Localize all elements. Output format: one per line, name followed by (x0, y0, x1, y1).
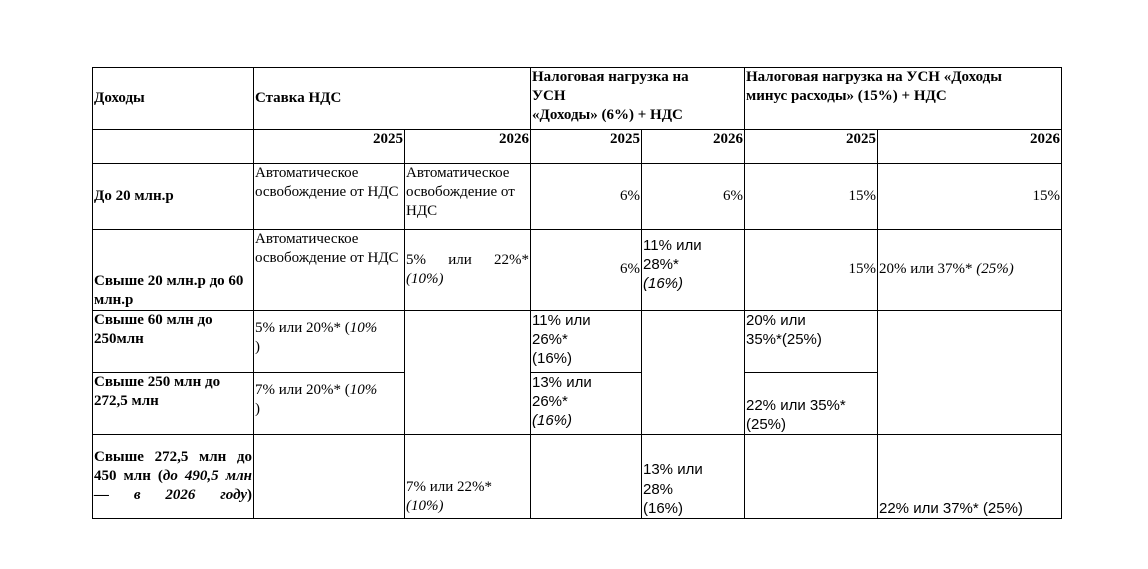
usn-income-2025-empty-cell (531, 435, 642, 519)
header-usn-expense: Налоговая нагрузка на УСН «Доходы минус расходы» (15%) + НДС (745, 68, 1062, 130)
year-vat-2025: 2025 (254, 130, 405, 164)
year-vat-2026: 2026 (405, 130, 531, 164)
row-label-272m-450m: Свыше 272,5 млн до 450 млн (до 490,5 млн — в 2026 году) (93, 435, 254, 519)
table-row (93, 164, 1062, 230)
years-row (93, 130, 1062, 164)
vat-2025-cell: 5% или 20%* (10% ) (254, 311, 405, 373)
years-blank-cell (93, 130, 254, 164)
header-vat-rate: Ставка НДС (254, 68, 531, 130)
usn-income-2026-merged-cell (642, 311, 745, 435)
usn-expense-2025-cell: 15% (745, 230, 878, 311)
usn-expense-2026-cell: 20% или 37%* (25%) (878, 230, 1062, 311)
table-row (93, 435, 1062, 519)
row-label-60m-250m: Свыше 60 млн до 250млн (93, 311, 254, 373)
header-income: Доходы (93, 68, 254, 130)
vat-2025-cell: Автоматическое освобождение от НДС (254, 164, 405, 230)
usn-income-2025-cell: 6% (531, 164, 642, 230)
tax-comparison-table (92, 67, 1062, 519)
vat-2026-cell: Автоматическое освобождение от НДС (405, 164, 531, 230)
usn-income-2025-cell: 11% или 26%* (16%) (531, 311, 642, 373)
usn-income-2026-cell: 6% (642, 164, 745, 230)
header-row (93, 68, 1062, 130)
row-label-up-to-20m: До 20 млн.р (93, 164, 254, 230)
row-label-250m-272m: Свыше 250 млн до 272,5 млн (93, 373, 254, 435)
year-inc-2025: 2025 (531, 130, 642, 164)
vat-2026-cell: 5% или 22%* (10%) (405, 230, 531, 311)
usn-expense-2026-cell: 15% (878, 164, 1062, 230)
year-inc-2026: 2026 (642, 130, 745, 164)
vat-2025-cell: 7% или 20%* (10% ) (254, 373, 405, 435)
usn-income-2026-cell: 13% или 28% (16%) (642, 435, 745, 519)
usn-income-2026-cell: 11% или 28%* (16%) (642, 230, 745, 311)
usn-income-2025-cell: 6% (531, 230, 642, 311)
year-exp-2026: 2026 (878, 130, 1062, 164)
header-usn-income: Налоговая нагрузка на УСН «Доходы» (6%) + НДС (531, 68, 745, 130)
usn-expense-2025-cell: 15% (745, 164, 878, 230)
usn-expense-2025-empty-cell (745, 435, 878, 519)
usn-expense-2025-cell: 20% или 35%*(25%) (745, 311, 878, 373)
usn-income-2025-cell: 13% или 26%* (16%) (531, 373, 642, 435)
usn-expense-2025-cell: 22% или 35%* (25%) (745, 373, 878, 435)
vat-2025-cell: Автоматическое освобождение от НДС (254, 230, 405, 311)
vat-2026-merged-cell (405, 311, 531, 435)
usn-expense-2026-cell: 22% или 37%* (25%) (878, 435, 1062, 519)
vat-2025-empty-cell (254, 435, 405, 519)
row-label-20m-60m: Свыше 20 млн.р до 60 млн.р (93, 230, 254, 311)
table-row (93, 311, 1062, 373)
vat-2026-cell: 7% или 22%* (10%) (405, 435, 531, 519)
year-exp-2025: 2025 (745, 130, 878, 164)
usn-expense-2026-merged-cell (878, 311, 1062, 435)
table-row (93, 230, 1062, 311)
